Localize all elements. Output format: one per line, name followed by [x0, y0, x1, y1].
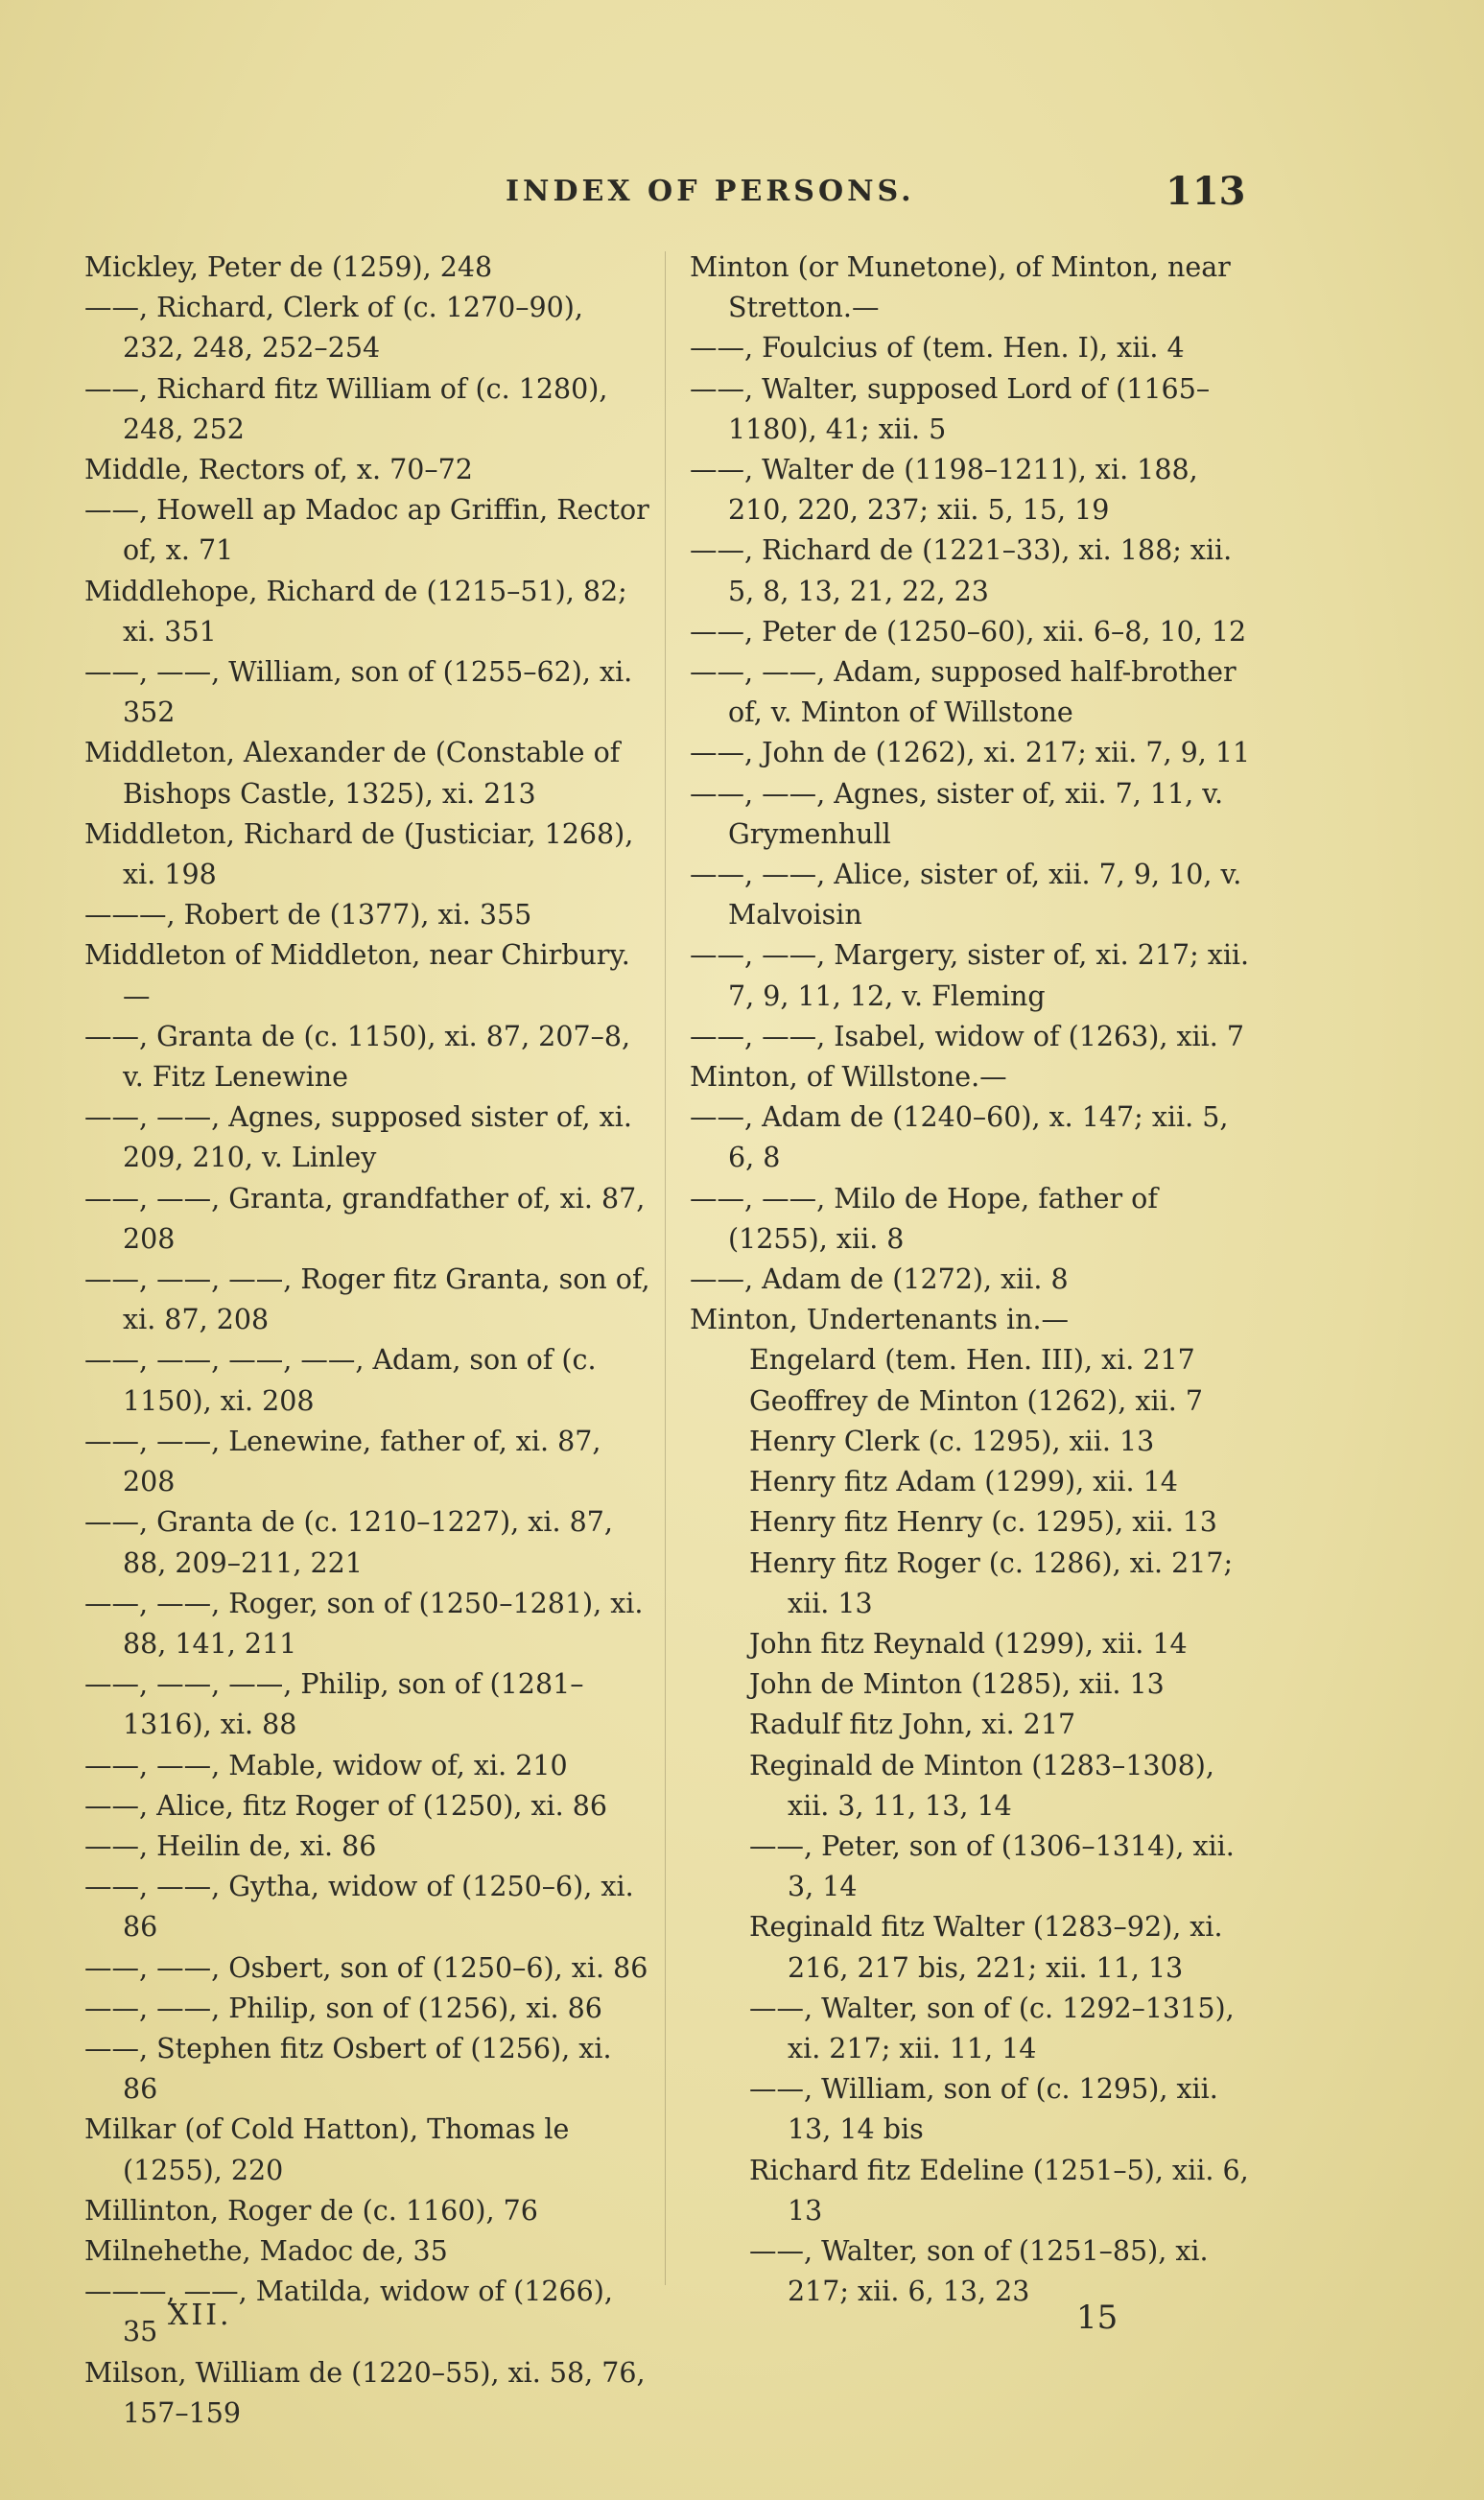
index-entry: ——, Granta de (c. 1210–1227), xi. 87, 88, 209–211, 221 [84, 1506, 613, 1579]
index-entry: ——, ——, Agnes, sister of, xii. 7, 11, v. Grymenhull [690, 777, 1224, 850]
index-entry: ——, ——, ——, Roger fitz Granta, son of, xi. 87, 208 [84, 1263, 650, 1336]
index-entry: John de Minton (1285), xii. 13 [749, 1668, 1165, 1701]
index-entry: ——, ——, Osbert, son of (1250–6), xi. 86 [84, 1951, 648, 1984]
index-entry: ——, ——, Lenewine, father of, xi. 87, 208 [84, 1425, 601, 1498]
index-entry: ——, Adam de (1272), xii. 8 [690, 1263, 1069, 1296]
index-entry: ———, ——, Matilda, widow of (1266), 35 [84, 2276, 613, 2348]
index-entry: ——, Richard fitz William of (c. 1280), 248, 252 [84, 372, 608, 445]
column-divider [665, 251, 666, 2285]
index-entry: Middleton, Richard de (Justiciar, 1268), xi. 198 [84, 817, 634, 891]
page-number: 113 [1166, 169, 1246, 214]
index-entry: ——, ——, ——, ——, Adam, son of (c. 1150), xi. 208 [84, 1344, 597, 1417]
index-entry: ——, Alice, fitz Roger of (1250), xi. 86 [84, 1789, 608, 1822]
running-title: INDEX OF PERSONS. [506, 175, 915, 208]
index-entry: Mickley, Peter de (1259), 248 [84, 251, 493, 283]
index-entry: Middlehope, Richard de (1215–51), 82; xi. 351 [84, 575, 627, 648]
index-entry: ——, ——, Roger, son of (1250–1281), xi. 88, 141, 211 [84, 1587, 644, 1660]
index-entry: Middleton, Alexander de (Constable of Bishops Castle, 1325), xi. 213 [84, 737, 621, 810]
index-entry: Milkar (of Cold Hatton), Thomas le (1255), 220 [84, 2113, 570, 2186]
index-entry: ——, ——, Margery, sister of, xi. 217; xii. 7, 9, 11, 12, v. Fleming [690, 939, 1250, 1012]
index-entry: Reginald fitz Walter (1283–92), xi. 216, 217 bis, 221; xii. 11, 13 [749, 1911, 1223, 1984]
left-column [84, 248, 650, 2434]
index-entry: Reginald de Minton (1283–1308), xii. 3, 11, 13, 14 [749, 1749, 1214, 1822]
index-entry: Henry fitz Roger (c. 1286), xi. 217; xii. 13 [749, 1546, 1234, 1619]
index-entry: ——, Walter de (1198–1211), xi. 188, 210, 220, 237; xii. 5, 15, 19 [690, 454, 1198, 527]
sheet-signature: 15 [1076, 2299, 1119, 2337]
right-column [690, 248, 1256, 2312]
index-entry: Geoffrey de Minton (1262), xii. 7 [749, 1384, 1203, 1417]
index-entry: Minton, of Willstone.— [690, 1061, 1007, 1094]
page-header [0, 169, 1484, 217]
index-entry: Milnehethe, Madoc de, 35 [84, 2234, 448, 2267]
index-entry: Radulf fitz John, xi. 217 [749, 1709, 1076, 1741]
index-entry: Milson, William de (1220–55), xi. 58, 76, 157–159 [84, 2356, 646, 2429]
index-entry: Engelard (tem. Hen. III), xi. 217 [749, 1344, 1195, 1377]
index-entry: ——, Walter, son of (c. 1292–1315), xi. 217; xii. 11, 14 [749, 1992, 1235, 2064]
index-entry: ——, ——, Granta, grandfather of, xi. 87, 208 [84, 1182, 646, 1255]
index-entry: ——, ——, Milo de Hope, father of (1255), xii. 8 [690, 1182, 1158, 1255]
index-entry: ——, Walter, supposed Lord of (1165–1180), 41; xii. 5 [690, 372, 1211, 445]
index-entry: ——, ——, Gytha, widow of (1250–6), xi. 86 [84, 1871, 634, 1944]
index-entry: ——, John de (1262), xi. 217; xii. 7, 9, 11 [690, 737, 1251, 769]
index-entry: ——, ——, Alice, sister of, xii. 7, 9, 10, v. Malvoisin [690, 859, 1242, 932]
index-entry: ——, Heilin de, xi. 86 [84, 1829, 377, 1862]
index-entry: John fitz Reynald (1299), xii. 14 [749, 1627, 1188, 1660]
index-entry: Middleton of Middleton, near Chirbury.— [84, 939, 630, 1012]
index-entry: ——, Walter, son of (1251–85), xi. 217; xii. 6, 13, 23 [749, 2234, 1209, 2308]
index-entry: ——, ——, Isabel, widow of (1263), xii. 7 [690, 1020, 1245, 1052]
index-entry: ——, Adam de (1240–60), x. 147; xii. 5, 6, 8 [690, 1101, 1229, 1174]
index-entry: ——, ——, Philip, son of (1256), xi. 86 [84, 1992, 602, 2024]
index-entry: ——, Peter de (1250–60), xii. 6–8, 10, 12 [690, 615, 1247, 648]
index-entry: ——, Stephen fitz Osbert of (1256), xi. 86 [84, 2032, 612, 2106]
index-entry: Henry fitz Henry (c. 1295), xii. 13 [749, 1506, 1217, 1539]
index-entry: ——, ——, Mable, widow of, xi. 210 [84, 1749, 568, 1781]
index-entry: Richard fitz Edeline (1251–5), xii. 6, 13 [749, 2154, 1249, 2227]
index-entry: ——, Richard de (1221–33), xi. 188; xii. 5, 8, 13, 21, 22, 23 [690, 534, 1233, 607]
index-entry: ——, Peter, son of (1306–1314), xii. 3, 14 [749, 1829, 1235, 1903]
index-entry: ——, ——, Agnes, supposed sister of, xi. 209, 210, v. Linley [84, 1101, 632, 1174]
index-entry: ——, Foulcius of (tem. Hen. I), xii. 4 [690, 332, 1185, 365]
index-entry: ——, ——, William, son of (1255–62), xi. 352 [84, 656, 633, 729]
index-entry: Minton (or Munetone), of Minton, near Stretton.— [690, 251, 1231, 324]
index-entry: ——, Granta de (c. 1150), xi. 87, 207–8, v. Fitz Lenewine [84, 1020, 631, 1094]
index-entry: ——, Richard, Clerk of (c. 1270–90), 232, 248, 252–254 [84, 292, 583, 365]
index-entry: Middle, Rectors of, x. 70–72 [84, 454, 473, 486]
index-entry: ——, Howell ap Madoc ap Griffin, Rector of, x. 71 [84, 494, 649, 567]
index-entry: Henry fitz Adam (1299), xii. 14 [749, 1466, 1178, 1498]
volume-signature: XII. [168, 2299, 232, 2332]
index-entry: Henry Clerk (c. 1295), xii. 13 [749, 1425, 1155, 1457]
index-entry: ———, Robert de (1377), xi. 355 [84, 899, 532, 932]
index-entry: ——, William, son of (c. 1295), xii. 13, 14 bis [749, 2073, 1218, 2146]
index-entry: ——, ——, Adam, supposed half-brother of, v. Minton of Willstone [690, 656, 1237, 729]
index-entry: Minton, Undertenants in.— [690, 1304, 1070, 1336]
index-entry: Millinton, Roger de (c. 1160), 76 [84, 2194, 538, 2227]
index-entry: ——, ——, ——, Philip, son of (1281–1316), xi. 88 [84, 1668, 584, 1741]
